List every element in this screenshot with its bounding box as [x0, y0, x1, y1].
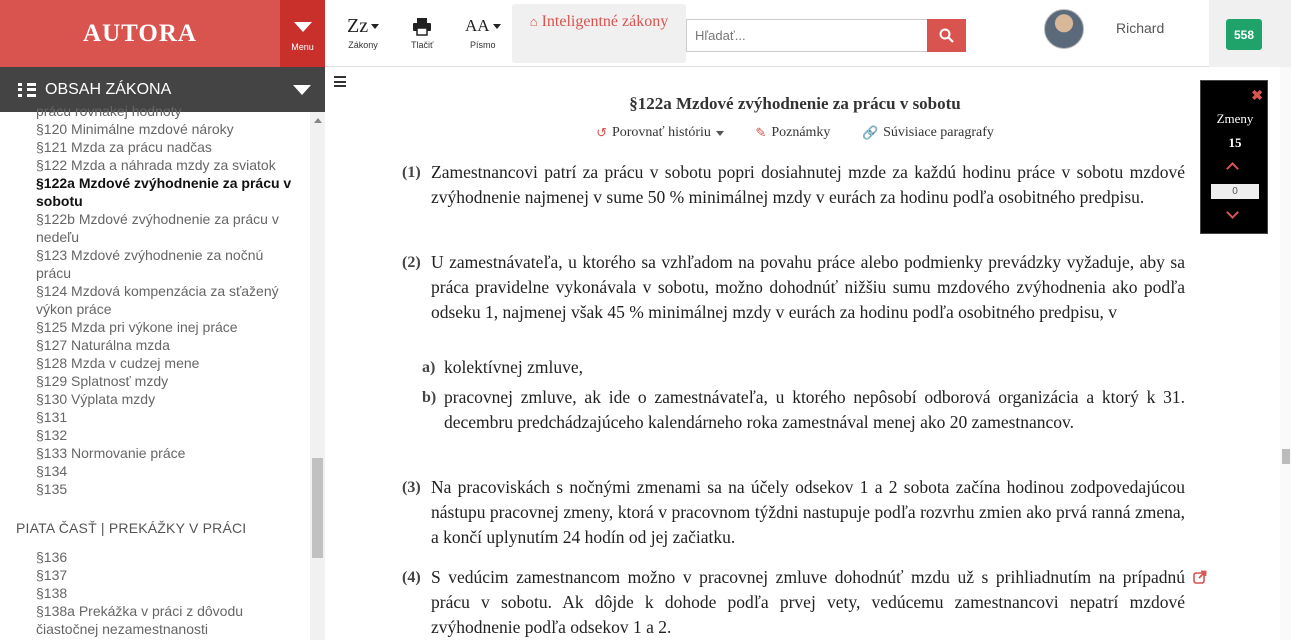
list-icon [18, 83, 36, 97]
sidebar-item[interactable]: §125 Mzda pri výkone inej práce [36, 319, 238, 335]
chevron-down-icon [294, 22, 312, 32]
sidebar-item[interactable]: čiastočnej nezamestnanosti [36, 621, 208, 637]
compare-history-link[interactable] [596, 125, 724, 141]
sidebar-item[interactable]: §134 [36, 463, 68, 479]
sidebar-item[interactable]: §137 [36, 567, 68, 583]
scrollbar-thumb[interactable] [312, 458, 323, 558]
sidebar-item[interactable]: prácu rovnakej hodnoty [36, 103, 182, 119]
paragraph [402, 250, 1185, 325]
sidebar-part-heading[interactable]: PIATA ČASŤ | PREKÁŽKY V PRÁCI [16, 520, 247, 536]
paragraph-number: (3) [402, 479, 421, 496]
close-icon[interactable]: ✖ [1251, 87, 1263, 103]
sidebar-item[interactable]: §138a Prekážka v práci z dôvodu [36, 603, 244, 619]
table-of-contents [0, 103, 310, 640]
sidebar-item[interactable]: §124 Mzdová kompenzácia za sťažený výkon práce [36, 283, 279, 317]
sidebar-item[interactable]: §131 [36, 409, 68, 425]
paragraph [402, 565, 1185, 640]
notes-label: Poznámky [771, 125, 831, 140]
hamburger-icon[interactable] [334, 76, 346, 87]
paragraph-number: (1) [402, 164, 421, 181]
sidebar-item[interactable]: §130 Výplata mzdy [36, 391, 156, 407]
page-scrollbar[interactable] [1280, 67, 1291, 640]
history-icon: ↺ [596, 125, 607, 140]
sidebar-item[interactable]: §133 Normovanie práce [36, 445, 186, 461]
sidebar-item[interactable]: §132 [36, 427, 68, 443]
sidebar-item[interactable]: §122a Mzdové zvýhodnenie za prácu v sobotu [36, 175, 292, 209]
home-icon: ⌂ [529, 14, 538, 29]
notes-link[interactable] [755, 125, 830, 141]
scroll-up-icon[interactable] [314, 118, 322, 123]
chevron-down-icon [716, 131, 724, 136]
paragraph [402, 160, 1185, 210]
sidebar-item[interactable]: §127 Naturálna mzda [36, 337, 170, 353]
link-icon: 🔗 [861, 125, 879, 140]
compare-history-label: Porovnať históriu [611, 125, 711, 140]
sidebar-item[interactable]: §129 Splatnosť mzdy [36, 373, 169, 389]
sidebar-item[interactable]: §128 Mzda v cudzej mene [36, 355, 200, 371]
paragraph-text: S vedúcim zamestnancom možno v pracovnej zmluve dohodnúť mzdu už s prihliadnutím na prípadnú prácu v sobotu. Ak dôjde k dohode podľa prvej vety, vedúcemu zamestnancovi nepatrí mzdové zvýhodnenie podľa odsekov 1 a 2. [431, 567, 1185, 637]
paragraph-text: Na pracoviskách s nočnými zmenami sa na účely odsekov 1 a 2 sobota začína hodinou zodpovedajúcou nástupu pracovnej zmeny, ktorá v pracovnom týždni nastupuje podľa rozvrhu zmien ako prvá ranná zmena, a končí uplynutím 24 hodín od jej začiatku. [431, 477, 1185, 547]
scrollbar-thumb[interactable] [1282, 449, 1290, 464]
changes-count: 15 [1228, 135, 1242, 150]
username[interactable]: Richard [1116, 20, 1165, 36]
paragraph-number: (2) [402, 254, 421, 271]
related-paragraphs-link[interactable] [862, 125, 994, 141]
sidebar-item[interactable]: §121 Mzda za prácu nadčas [36, 139, 212, 155]
page-title: §122a Mzdové zvýhodnenie za prácu v sobotu [629, 94, 961, 113]
font-size-icon: Zz [347, 14, 379, 38]
edit-icon: ✎ [755, 125, 767, 140]
document-content [400, 0, 1190, 640]
sidebar-scrollbar[interactable] [310, 112, 325, 640]
related-label: Súvisiace paragrafy [883, 125, 994, 140]
menu-label: Menu [291, 41, 314, 52]
paragraph-text: Zamestnancovi patrí za prácu v sobotu popri dosiahnutej mzde za každú hodinu práce v sobotu mzdové zvýhodnenie najmenej v sume 50 % minimálnej mzdy v eurách za hodinu podľa osobitného predpisu. [431, 162, 1185, 207]
sidebar-item[interactable]: §122b Mzdové zvýhodnenie za prácu v nedeľu [36, 211, 279, 245]
chevron-down-icon [293, 85, 311, 95]
letter-number: b) [422, 389, 437, 406]
sidebar-title: OBSAH ZÁKONA [45, 80, 172, 98]
share-icon[interactable] [1193, 570, 1207, 584]
sidebar-item[interactable]: §135 [36, 481, 68, 497]
sidebar [0, 67, 325, 640]
document-toolbar [400, 125, 1190, 142]
laws-button[interactable] [347, 14, 379, 50]
print-label: Tlačiť [411, 40, 434, 50]
letter-text: pracovnej zmluve, ak ide o zamestnávateľa, u ktorého nepôsobí odborová organizácia a ktorý k 31. decembru predchádzajúceho kalendárneho roka zamestnával menej ako 20 zamestnancov. [444, 387, 1185, 432]
paragraph-number: (4) [402, 569, 421, 586]
chevron-down-icon[interactable] [1226, 206, 1239, 219]
chevron-up-icon[interactable] [1226, 162, 1239, 175]
changes-panel [1200, 80, 1268, 234]
laws-label: Zákony [348, 40, 378, 50]
sidebar-item[interactable]: §120 Minimálne mzdové nároky [36, 121, 234, 137]
count-cell [1209, 0, 1291, 67]
paragraph [402, 475, 1185, 550]
paragraph-letter [422, 385, 1185, 435]
brand-logo[interactable]: AUTORA [0, 0, 280, 67]
sidebar-item[interactable]: §122 Mzda a náhrada mzdy za sviatok [36, 157, 276, 173]
font-label: Písmo [470, 40, 496, 50]
notification-badge[interactable]: 558 [1226, 19, 1262, 50]
letter-text: kolektívnej zmluve, [444, 357, 583, 377]
letter-number: a) [422, 359, 436, 376]
changes-label: Zmeny [1216, 111, 1254, 126]
smart-laws-label: Inteligentné zákony [541, 13, 669, 30]
font-icon: AA [465, 14, 501, 38]
paragraph-text: U zamestnávateľa, u ktorého sa vzhľadom na povahu práce alebo podmienky prevádzky vyžaduje, aby sa práca pravidelne vykonávala v sobotu, možno dohodnúť nižšiu sumu mzdového zvýhodnenia ako podľa odseku 1, najmenej však 45 % minimálnej mzdy v eurách za hodinu podľa osobitného predpisu, v [431, 252, 1185, 322]
sidebar-item[interactable]: §136 [36, 549, 68, 565]
paragraph-letter [422, 355, 1185, 380]
menu-button[interactable] [280, 0, 325, 67]
sidebar-item[interactable]: §138 [36, 585, 68, 601]
sidebar-item[interactable]: §123 Mzdové zvýhodnenie za nočnú prácu [36, 247, 264, 281]
changes-index-field[interactable]: 0 [1211, 184, 1259, 199]
